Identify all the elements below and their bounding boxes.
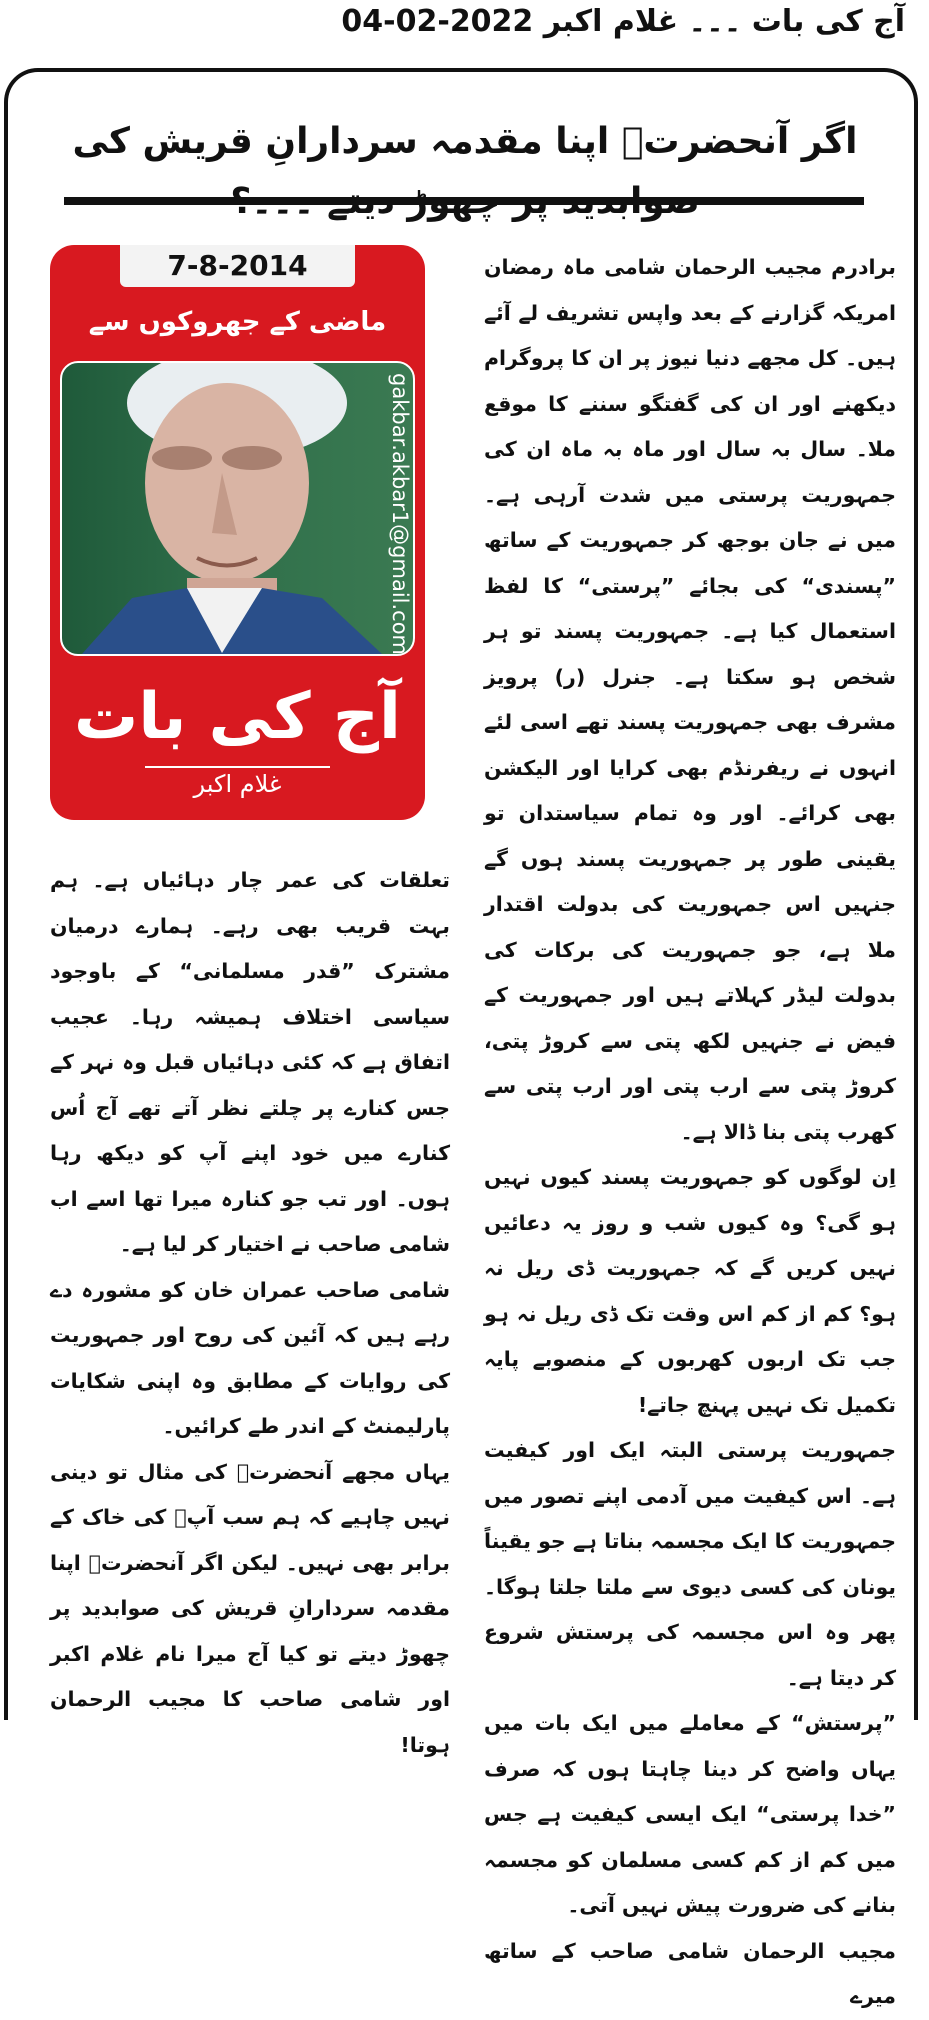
paragraph: تعلقات کی عمر چار دہائیاں ہے۔ ہم بہت قریب بھی رہے۔ ہمارے درمیان مشترک ”قدر مسلمانی“ کے باوجود سیاسی اختلاف ہمیشہ رہا۔ عجیب اتفاق ہے کہ کئی دہائیاں قبل وہ نہر کے جس کنارے پر چلتے نظر آتے تھے آج اُس کنارے میں خود اپنے آپ کو دیکھ رہا ہوں۔ اور تب جو کنارہ میرا تھا اسے اب شامی صاحب نے اختیار کر لیا ہے۔ bbox=[50, 868, 450, 1256]
card-series-title: ماضی کے جھروکوں سے bbox=[88, 307, 387, 337]
paragraph: برادرم مجیب الرحمان شامی ماہ رمضان امریکہ گزارنے کے بعد واپس تشریف لے آئے ہیں۔ کل مجھے دنیا نیوز پر ان کا پروگرام دیکھنے اور ان کی گفتگو سننے کا موقع ملا۔ سال بہ سال اور ماہ بہ ماہ ان کی جمہوریت پرستی میں شدت آرہی ہے۔ میں نے جان بوجھ کر جمہوریت کے ساتھ ”پسندی“ کی بجائے ”پرستی“ کا لفظ استعمال کیا ہے۔ جمہوریت پسند تو ہر شخص ہو سکتا ہے۔ جنرل (ر) پرویز مشرف بھی جمہوریت پسند تھے اسی لئے انہوں نے ریفرنڈم بھی کرایا اور الیکشن بھی کرائے۔ اور وہ تمام سیاستدان تو یقینی طور پر جمہوریت پسند ہوں گے جنہیں اس جمہوریت کی بدولت اقتدار ملا ہے، جو جمہوریت کی برکات کی بدولت لیڈر کہلاتے ہیں اور جمہوریت کے فیض نے جنہیں لکھ پتی سے کروڑ پتی، کروڑ پتی سے ارب پتی اور ارب پتی سے کھرب پتی بنا ڈالا ہے۔ bbox=[484, 255, 896, 1144]
paragraph: جمہوریت پرستی البتہ ایک اور کیفیت ہے۔ اس کیفیت میں آدمی اپنے تصور میں جمہوریت کا ایک مجسمہ بناتا ہے جو یقیناً یونان کی کسی دیوی سے ملتا جلتا ہوگا۔ پھر وہ اس مجسمہ کی پرستش شروع کر دیتا ہے۔ bbox=[484, 1438, 896, 1690]
paragraph: اِن لوگوں کو جمہوریت پسند کیوں نہیں ہو گی؟ وہ کیوں شب و روز یہ دعائیں نہیں کریں گے کہ جمہوریت ڈی ریل نہ ہو؟ کم از کم اس وقت تک ڈی ریل نہ ہو جب تک اربوں کھربوں کے منصوبے پایہ تکمیل تک نہیں پہنچ جاتے! bbox=[484, 1165, 896, 1417]
paragraph: یہاں مجھے آنحضرتؐ کی مثال تو دینی نہیں چاہیے کہ ہم سب آپؐ کی خاک کے برابر بھی نہیں۔ لیکن اگر آنحضرتؐ اپنا مقدمہ سردارانِ قریش کی صوابدید پر چھوڑ دیتے تو کیا آج میرا نام غلام اکبر اور شامی صاحب کا مجیب الرحمان ہوتا! bbox=[50, 1459, 450, 1757]
card-date: 7-8-2014 bbox=[120, 245, 355, 287]
paragraph: ”پرستش“ کے معاملے میں ایک بات میں یہاں واضح کر دینا چاہتا ہوں کہ صرف ”خدا پرستی“ ایک ایسی کیفیت ہے جس میں کم از کم کسی مسلمان کو مجسمہ بنانے کی ضرورت پیش نہیں آتی۔ bbox=[484, 1711, 896, 1917]
paragraph: شامی صاحب عمران خان کو مشورہ دے رہے ہیں کہ آئین کی روح اور جمہوریت کی روایات کے مطابق وہ اپنی شکایات پارلیمنٹ کے اندر طے کرائیں۔ bbox=[50, 1277, 451, 1438]
author-portrait bbox=[60, 361, 415, 656]
headline-rule bbox=[64, 197, 864, 205]
article-headline: اگر آنحضرتؐ اپنا مقدمہ سردارانِ قریش کی bbox=[72, 121, 858, 162]
portrait-illustration bbox=[62, 363, 413, 654]
article-column-right bbox=[484, 245, 896, 2020]
card-divider bbox=[145, 766, 330, 768]
column-logo-card bbox=[50, 245, 425, 820]
paragraph: مجیب الرحمان شامی صاحب کے ساتھ میرے bbox=[484, 1938, 896, 2008]
column-brand: آج کی بات bbox=[74, 680, 401, 754]
dateline: آج کی بات ۔۔۔ غلام اکبر 2022-02-04 bbox=[341, 4, 905, 39]
article-column-left bbox=[50, 858, 450, 1768]
card-author-name: غلام اکبر bbox=[193, 770, 282, 798]
author-email: gakbar.akbar1@gmail.com bbox=[388, 373, 412, 656]
